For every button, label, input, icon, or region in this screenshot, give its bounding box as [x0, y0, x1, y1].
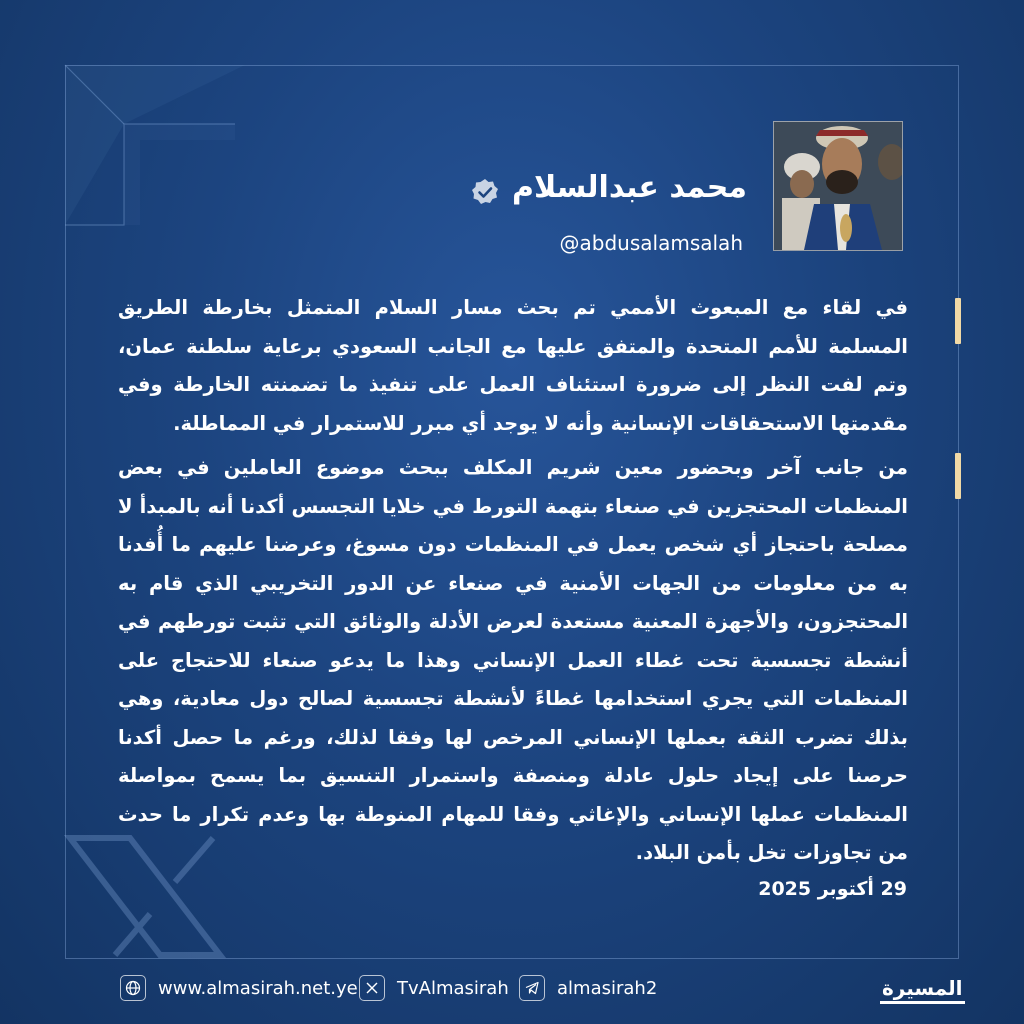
post-date: 29 أكتوبر 2025 [758, 878, 907, 900]
post-body [118, 289, 908, 873]
telegram-icon [519, 975, 545, 1001]
telegram-link[interactable]: almasirah2 [557, 977, 658, 999]
footer-website[interactable] [120, 975, 358, 1001]
post-paragraph: في لقاء مع المبعوث الأممي تم بحث مسار السلام المتمثل بخارطة الطريق المسلمة للأمم المتحدة والمتفق عليها مع الجانب السعودي برعاية سلطنة عمان، وتم لفت النظر إلى ضرورة استئناف العمل على تنفيذ ما تضمنته الخارطة وفي مقدمتها الاستحقاقات الإنسانية وأنه لا يوجد أي مبرر للاستمرار في المماطلة. [118, 296, 908, 435]
footer-telegram[interactable] [519, 975, 657, 1001]
verified-badge-icon [470, 177, 500, 207]
globe-icon [120, 975, 146, 1001]
footer [0, 975, 1024, 1005]
profile-name: محمد عبدالسلام [512, 170, 747, 205]
profile-handle: @abdusalamsalah [559, 231, 743, 255]
post-paragraph: من جانب آخر وبحضور معين شريم المكلف ببحث موضوع العاملين في بعض المنظمات المحتجزين في صنعاء بتهمة التورط في خلايا التجسس أكدنا أنه بالمبدأ لا مصلحة باحتجاز أي شخص يعمل في المنظمات دون مسوغ، وعرضنا عليهم ما أُفدنا به من معلومات من الجهات الأمنية في صنعاء عن الدور التخريبي الذي قام به المحتجزون، والأجهزة المعنية مستعدة لعرض الأدلة والوثائق التي تثبت تورطهم في أنشطة تجسسية تحت غطاء العمل الإنساني وهذا ما يدعو صنعاء للاحتجاج على المنظمات التي يجري استخدامها غطاءً لأنشطة تجسسية لصالح دول معادية، وهي بذلك تضرب الثقة بعملها الإنساني المرخص لها وفقا لذلك، ورغم ما حصل أكدنا حرصنا على إيجاد حلول عادلة ومنصفة واستمرار التنسيق بما يسمح بمواصلة المنظمات عملها الإنساني والإغاثي وفقا للمهام المنوطة بها وعدم تكرار ما حدث من تجاوزات تخل بأمن البلاد. [118, 456, 908, 864]
avatar [773, 121, 903, 251]
paragraph-accent-bar [955, 298, 961, 344]
footer-x-account[interactable] [359, 975, 509, 1001]
x-logo-icon [359, 975, 385, 1001]
x-handle-link[interactable]: TvAlmasirah [397, 977, 509, 999]
almasirah-logo: المسيرة [880, 975, 965, 1004]
website-link[interactable]: www.almasirah.net.ye [158, 977, 358, 999]
paragraph-accent-bar [955, 453, 961, 499]
